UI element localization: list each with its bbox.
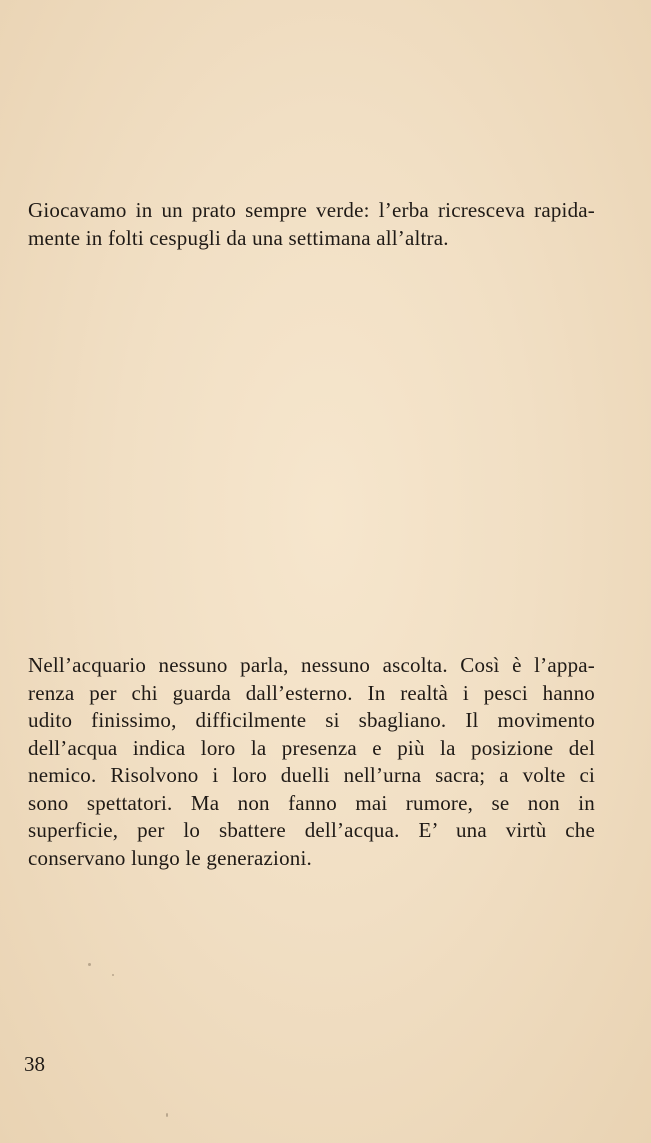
paper-speck (112, 974, 114, 976)
text-line: Giocavamo in un prato sempre verde: l’erba ricresceva rapida- (28, 198, 595, 222)
text-line: Nell’acquario nessuno parla, nessuno ascolta. Così è l’appa- (28, 653, 595, 677)
text-line: nemico. Risolvono i loro duelli nell’urna sacra; a volte ci (28, 763, 595, 787)
text-line: sono spettatori. Ma non fanno mai rumore, se non in (28, 790, 595, 815)
text-line: conservano lungo le generazioni. (28, 845, 312, 870)
text-line: udito finissimo, difficilmente si sbagliano. Il movimento (28, 708, 595, 732)
paragraph-acquario (28, 652, 595, 872)
text-line: renza per chi guarda dall’esterno. In realtà i pesci hanno (28, 680, 595, 705)
text-line: dell’acqua indica loro la presenza e più la posizione del (28, 735, 595, 760)
text-line: mente in folti cespugli da una settimana all’altra. (28, 225, 449, 250)
paragraph-prato (28, 197, 595, 252)
paper-speck (88, 963, 91, 966)
text-line: superficie, per lo sbattere dell’acqua. E’ una virtù che (28, 818, 595, 842)
paper-speck (166, 1113, 168, 1117)
page-number: 38 (24, 1052, 45, 1076)
